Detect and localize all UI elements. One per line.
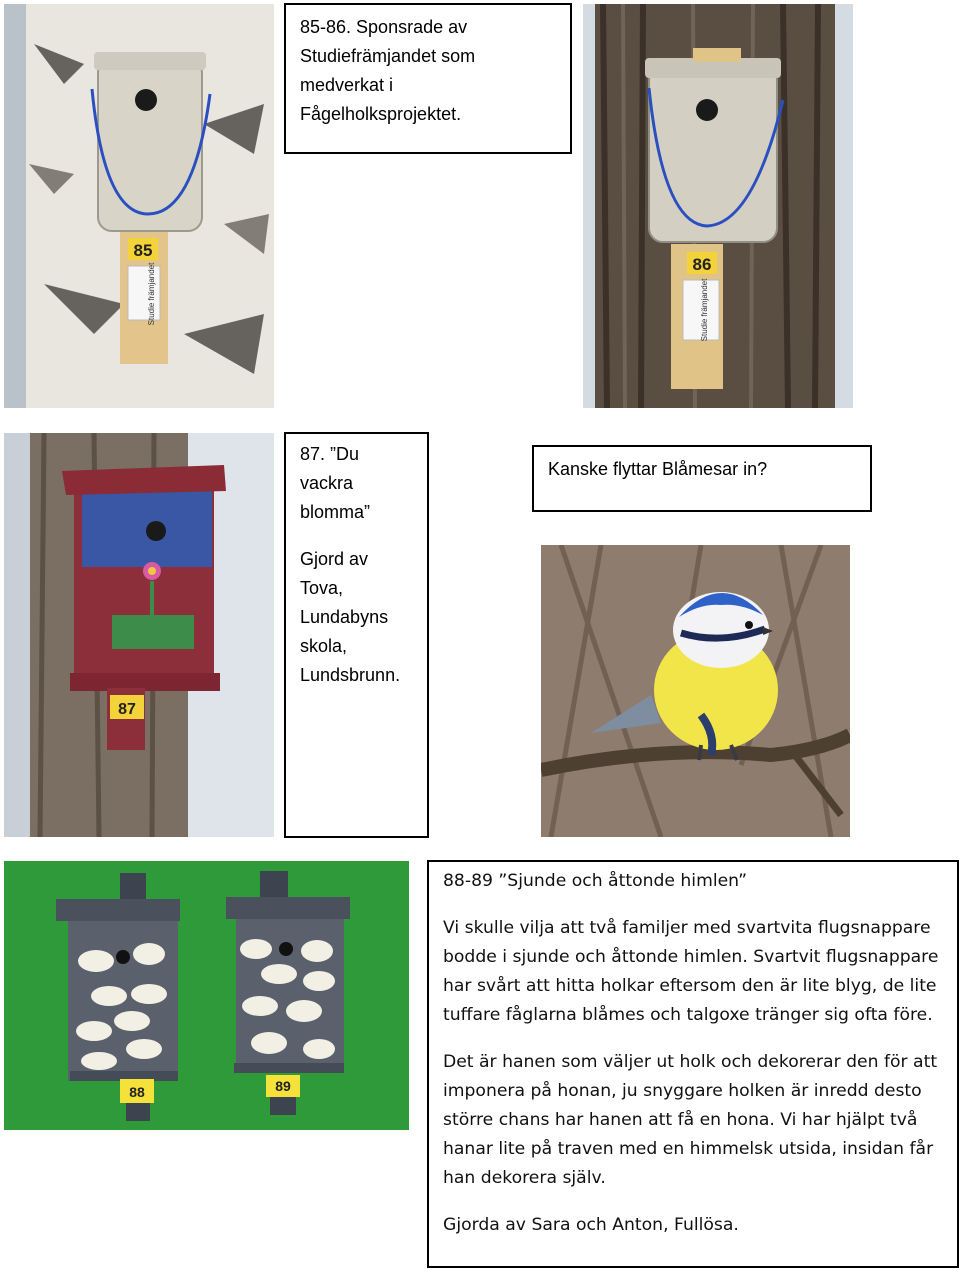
caption-bluetit-box bbox=[532, 445, 872, 512]
photo-blue-tit bbox=[541, 545, 850, 837]
box-number-86: 86 bbox=[692, 255, 712, 274]
caption-88-89-paragraph-2: Det är hanen som väljer ut holk och dekorerar den för att imponera på honan, ju snyggare holken är inredd desto större chans har hanen att få en hona. Vi har hjälpt två hanar lite på traven med en himmelsk utsida, insidan får han dekorera själv. bbox=[443, 1052, 938, 1188]
photo-birdhouse-85 bbox=[4, 4, 274, 408]
caption-88-89-title: 88-89 ”Sjunde och åttonde himlen” bbox=[443, 871, 748, 891]
logo-text-85: Studie främjandet bbox=[147, 262, 156, 326]
caption-88-89-credit: Gjorda av Sara och Anton, Fullösa. bbox=[443, 1215, 739, 1235]
caption-88-89-paragraph-1: Vi skulle vilja att två familjer med svartvita flugsnappare bodde i sjunde och åttonde himlen. Svartvit flugsnappare har svårt att hitta holkar eftersom den är lite blyg, de lite tuffare fåglarna blåmes och talgoxe tränger sig ofta före. bbox=[443, 918, 939, 1025]
caption-88-89-box bbox=[427, 860, 959, 1268]
photo-birdhouses-88-89 bbox=[4, 861, 409, 1130]
box-number-89: 89 bbox=[275, 1078, 291, 1094]
caption-87-title: 87. ”Du vackra blomma” bbox=[300, 444, 371, 522]
box-number-85: 85 bbox=[133, 241, 153, 260]
photo-birdhouse-86 bbox=[583, 4, 853, 408]
caption-bluetit-text: Kanske flyttar Blåmesar in? bbox=[548, 459, 768, 479]
logo-text-86: Studie främjandet bbox=[700, 278, 709, 342]
caption-87-box bbox=[284, 432, 429, 838]
box-number-87: 87 bbox=[118, 701, 136, 718]
caption-87-credit: Gjord av Tova, Lundabyns skola, Lundsbrunn. bbox=[300, 549, 401, 685]
photo-birdhouse-87 bbox=[4, 433, 274, 837]
caption-85-86-box bbox=[284, 3, 572, 154]
box-number-88: 88 bbox=[129, 1084, 145, 1100]
caption-85-86-text: 85-86. Sponsrade av Studiefrämjandet som medverkat i Fågelholksprojektet. bbox=[300, 17, 476, 124]
